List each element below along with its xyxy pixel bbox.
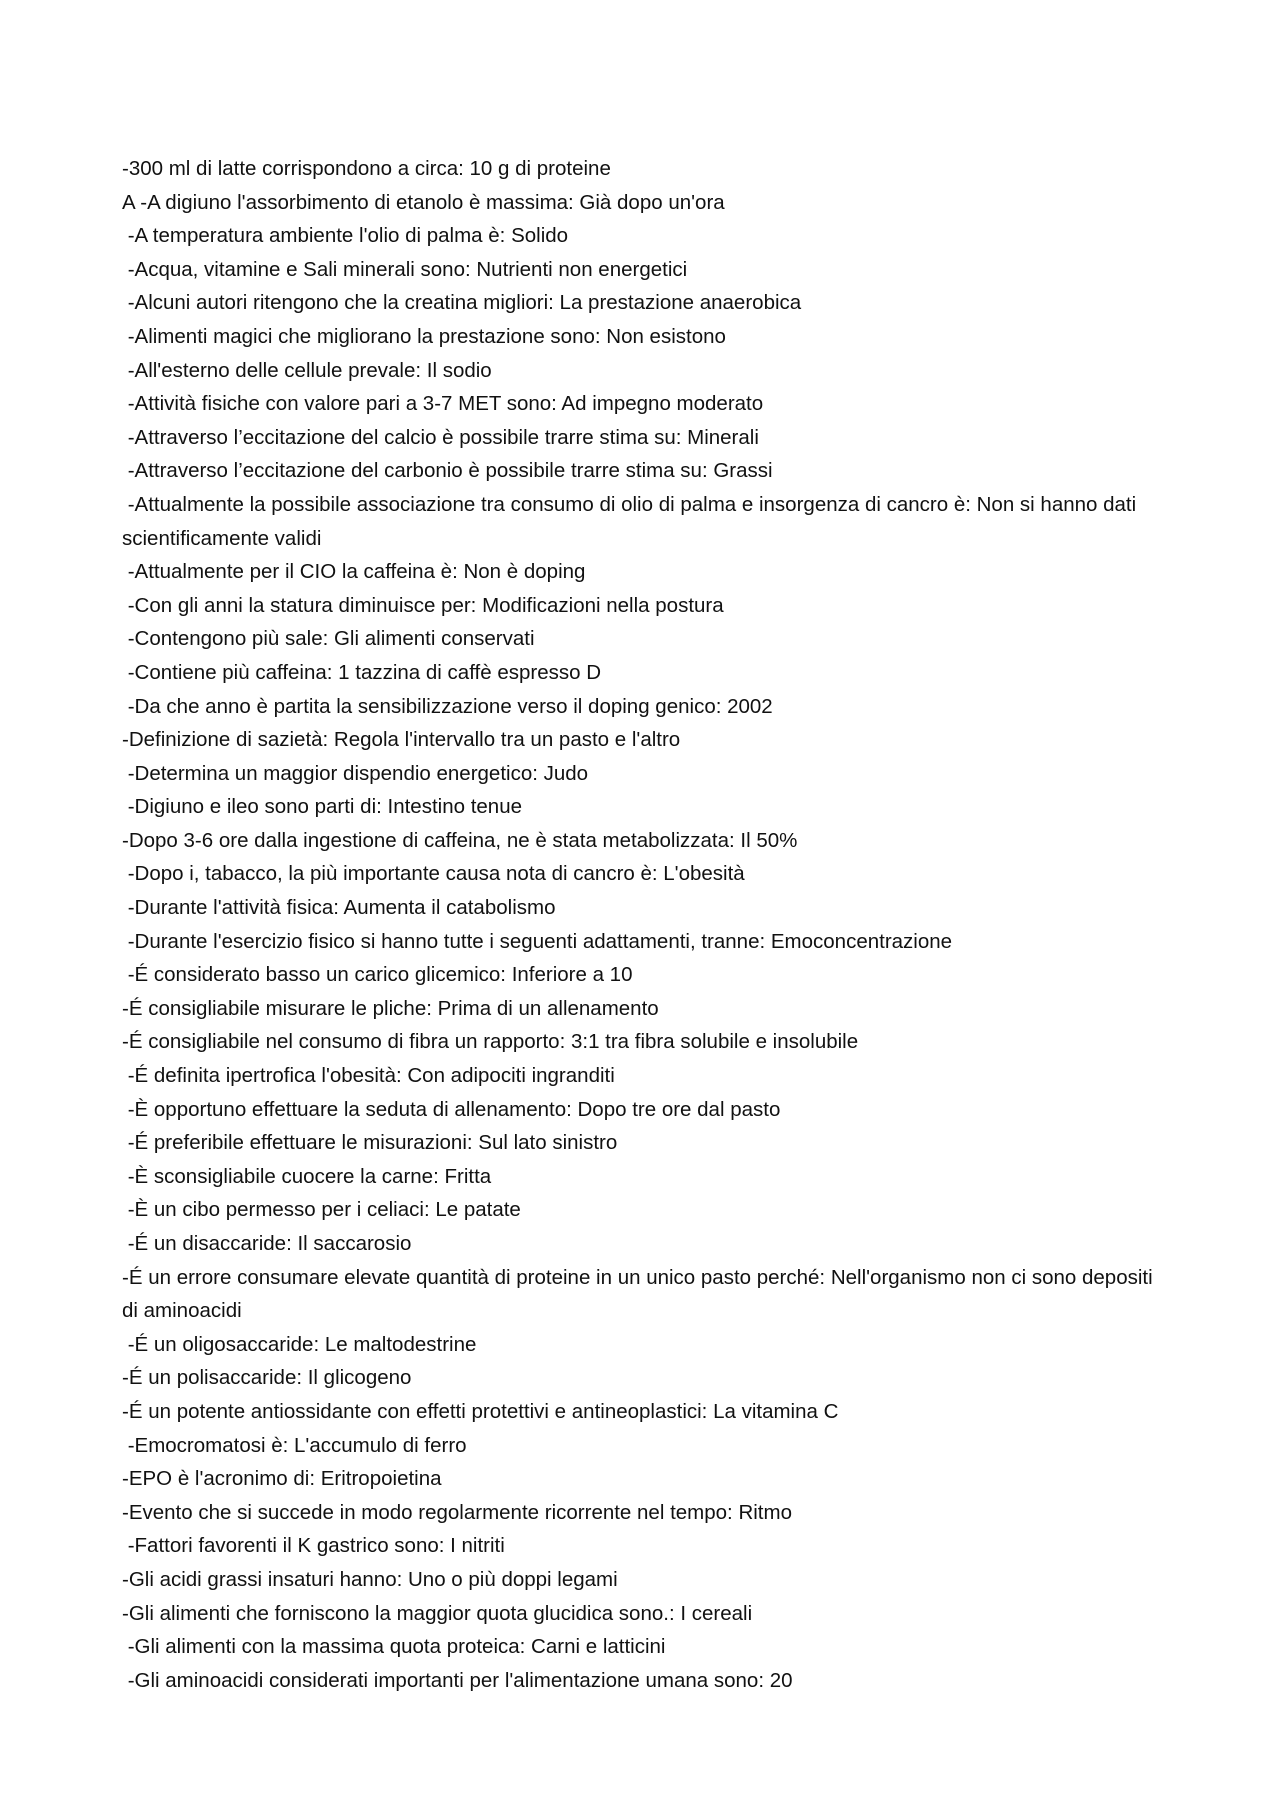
text-line: A -A digiuno l'assorbimento di etanolo è massima: Già dopo un'ora	[122, 190, 725, 214]
text-line: -Emocromatosi è: L'accumulo di ferro	[122, 1433, 467, 1457]
text-line: -Alimenti magici che migliorano la prestazione sono: Non esistono	[122, 324, 726, 348]
text-line: -É un potente antiossidante con effetti protettivi e antineoplastici: La vitamina C	[122, 1399, 839, 1423]
text-line: -Attraverso l’eccitazione del calcio è possibile trarre stima su: Minerali	[122, 425, 759, 449]
text-line: -È opportuno effettuare la seduta di allenamento: Dopo tre ore dal pasto	[122, 1097, 781, 1121]
text-line: -Digiuno e ileo sono parti di: Intestino tenue	[122, 795, 523, 819]
text-line: -Contiene più caffeina: 1 tazzina di caffè espresso D	[122, 660, 602, 684]
text-line: -È un cibo permesso per i celiaci: Le patate	[122, 1198, 521, 1222]
text-line: -É un disaccaride: Il saccarosio	[122, 1232, 412, 1255]
text-line: -Dopo 3-6 ore dalla ingestione di caffeina, ne è stata metabolizzata: Il 50%	[122, 828, 798, 852]
text-line: -Attività fisiche con valore pari a 3-7 MET sono: Ad impegno moderato	[122, 392, 764, 416]
text-line: -Attraverso l’eccitazione del carbonio è possibile trarre stima su: Grassi	[122, 459, 773, 483]
text-line: -A temperatura ambiente l'olio di palma è: Solido	[122, 224, 569, 248]
text-line: -Dopo i, tabacco, la più importante causa nota di cancro è: L'obesità	[122, 862, 745, 886]
text-line: -É un polisaccaride: Il glicogeno	[122, 1366, 412, 1390]
text-line: -Evento che si succede in modo regolarmente ricorrente nel tempo: Ritmo	[122, 1500, 792, 1524]
text-line: -É consigliabile misurare le pliche: Prima di un allenamento	[122, 996, 659, 1020]
text-line: -Gli alimenti con la massima quota proteica: Carni e latticini	[122, 1635, 666, 1659]
text-line: -All'esterno delle cellule prevale: Il sodio	[122, 358, 492, 382]
text-line: -Attualmente la possibile associazione tra consumo di olio di palma e insorgenza di cancro è: Non si hanno dati scientificamente validi	[122, 492, 1142, 550]
text-line: -Gli aminoacidi considerati importanti per l'alimentazione umana sono: 20	[122, 1668, 793, 1692]
text-line: -É preferibile effettuare le misurazioni: Sul lato sinistro	[122, 1131, 618, 1155]
text-line: -É definita ipertrofica l'obesità: Con adipociti ingranditi	[122, 1064, 615, 1088]
text-line: -É un errore consumare elevate quantità di proteine in un unico pasto perché: Nell'organismo non ci sono depositi di aminoacidi	[122, 1265, 1159, 1323]
text-line: -Da che anno è partita la sensibilizzazione verso il doping genico: 2002	[122, 694, 773, 718]
text-line: -É un oligosaccaride: Le maltodestrine	[122, 1332, 477, 1356]
text-line: -EPO è l'acronimo di: Eritropoietina	[122, 1467, 442, 1491]
text-line: -Fattori favorenti il K gastrico sono: I nitriti	[122, 1534, 505, 1558]
text-line: -Acqua, vitamine e Sali minerali sono: Nutrienti non energetici	[122, 257, 688, 281]
text-line: -È sconsigliabile cuocere la carne: Fritta	[122, 1164, 492, 1188]
text-line: -Durante l'esercizio fisico si hanno tutte i seguenti adattamenti, tranne: Emoconcentrazione	[122, 929, 953, 953]
text-line: -É considerato basso un carico glicemico: Inferiore a 10	[122, 963, 633, 987]
text-line: -Alcuni autori ritengono che la creatina migliori: La prestazione anaerobica	[122, 291, 802, 315]
text-line: -Gli alimenti che forniscono la maggior quota glucidica sono.: I cereali	[122, 1601, 753, 1625]
text-line: -É consigliabile nel consumo di fibra un rapporto: 3:1 tra fibra solubile e insolubile	[122, 1030, 859, 1054]
document-body	[122, 152, 1172, 1697]
text-line: -Durante l'attività fisica: Aumenta il catabolismo	[122, 896, 556, 920]
text-line: -Definizione di sazietà: Regola l'intervallo tra un pasto e l'altro	[122, 728, 681, 752]
text-line: -Con gli anni la statura diminuisce per: Modificazioni nella postura	[122, 593, 724, 617]
text-line: -Gli acidi grassi insaturi hanno: Uno o più doppi legami	[122, 1567, 618, 1591]
text-line: -Contengono più sale: Gli alimenti conservati	[122, 627, 535, 651]
text-line: -300 ml di latte corrispondono a circa: 10 g di proteine	[122, 157, 611, 180]
text-line: -Attualmente per il CIO la caffeina è: Non è doping	[122, 560, 586, 584]
text-line: -Determina un maggior dispendio energetico: Judo	[122, 761, 589, 785]
